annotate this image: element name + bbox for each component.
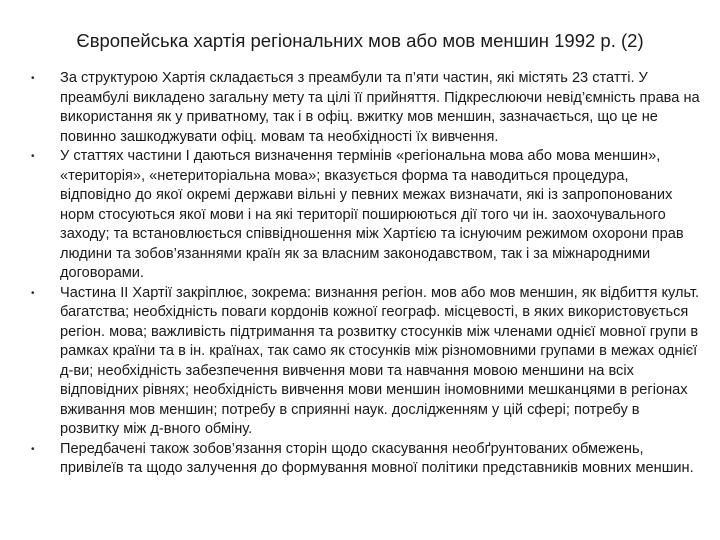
bullet-marker: • [31, 151, 35, 162]
bullet-marker: • [31, 443, 35, 455]
bullet-marker: • [31, 73, 35, 84]
bullet-item [31, 284, 700, 440]
bullet-text: За структурою Хартія складається з преамбули та п’яти частин, які містять 23 статті. У преамбулі викладено загальну мету та цілі її прийняття. Підкреслюючи невід’ємність права на використання як у приватному, так і в офіц. вжитку мов меншин, зазначається, що це не повинно зашкоджувати офіц. мовам та необхідності їх вивчення. [60, 70, 700, 145]
bullet-item [31, 440, 700, 479]
bullet-text: Передбачені також зобов’язання сторін щодо скасування необґрунтованих обмежень, привілеїв та щодо залучення до формування мовної політики представників мовних меншин. [60, 440, 694, 476]
bullet-text: Частина ІІ Хартії закріплює, зокрема: визнання регіон. мов або мов меншин, як відбиття культ. багатства; необхідність поваги кордонів кожної географ. місцевості, в яких використовується регіон. мова; важливість підтримання та розвитку стосунків між членами однієї мовної групи в рамках країни та в ін. країнах, так само як стосунків між різномовними групами в межах однієї д-ви; необхідність забезпечення вивчення мови та навчання мовою меншини на всіх відповідних рівнях; необхідність вивчення мови меншин іномовними мешканцями в регіонах вживання мов меншин; потребу в сприянні наук. дослідженням у цій сфері; потребу в розвитку між д-вного обміну. [60, 284, 700, 437]
bullet-marker: • [31, 287, 35, 299]
bullet-item [31, 147, 700, 284]
bullet-list [31, 69, 700, 479]
slide-title: Європейська хартія регіональних мов або мов меншин 1992 р. (2) [76, 30, 644, 51]
bullet-text: У статтях частини І даються визначення термінів «регіональна мова або мова меншин», «територія», «нетериторіальна мова»; вказується форма та наводиться процедура, відповідно до якої окремі держави вільні у певних межах визначати, які із запропонованих норм стосуються якої мови і на які території поширюються дії того чи ін. заохочувального заходу; та встановлюється співвідношення між Хартією та існуючим режимом охорони прав людини та зобов’язаннями країн як за власним законодавством, так і за міжнародними договорами. [60, 148, 684, 281]
bullet-item [31, 69, 700, 147]
